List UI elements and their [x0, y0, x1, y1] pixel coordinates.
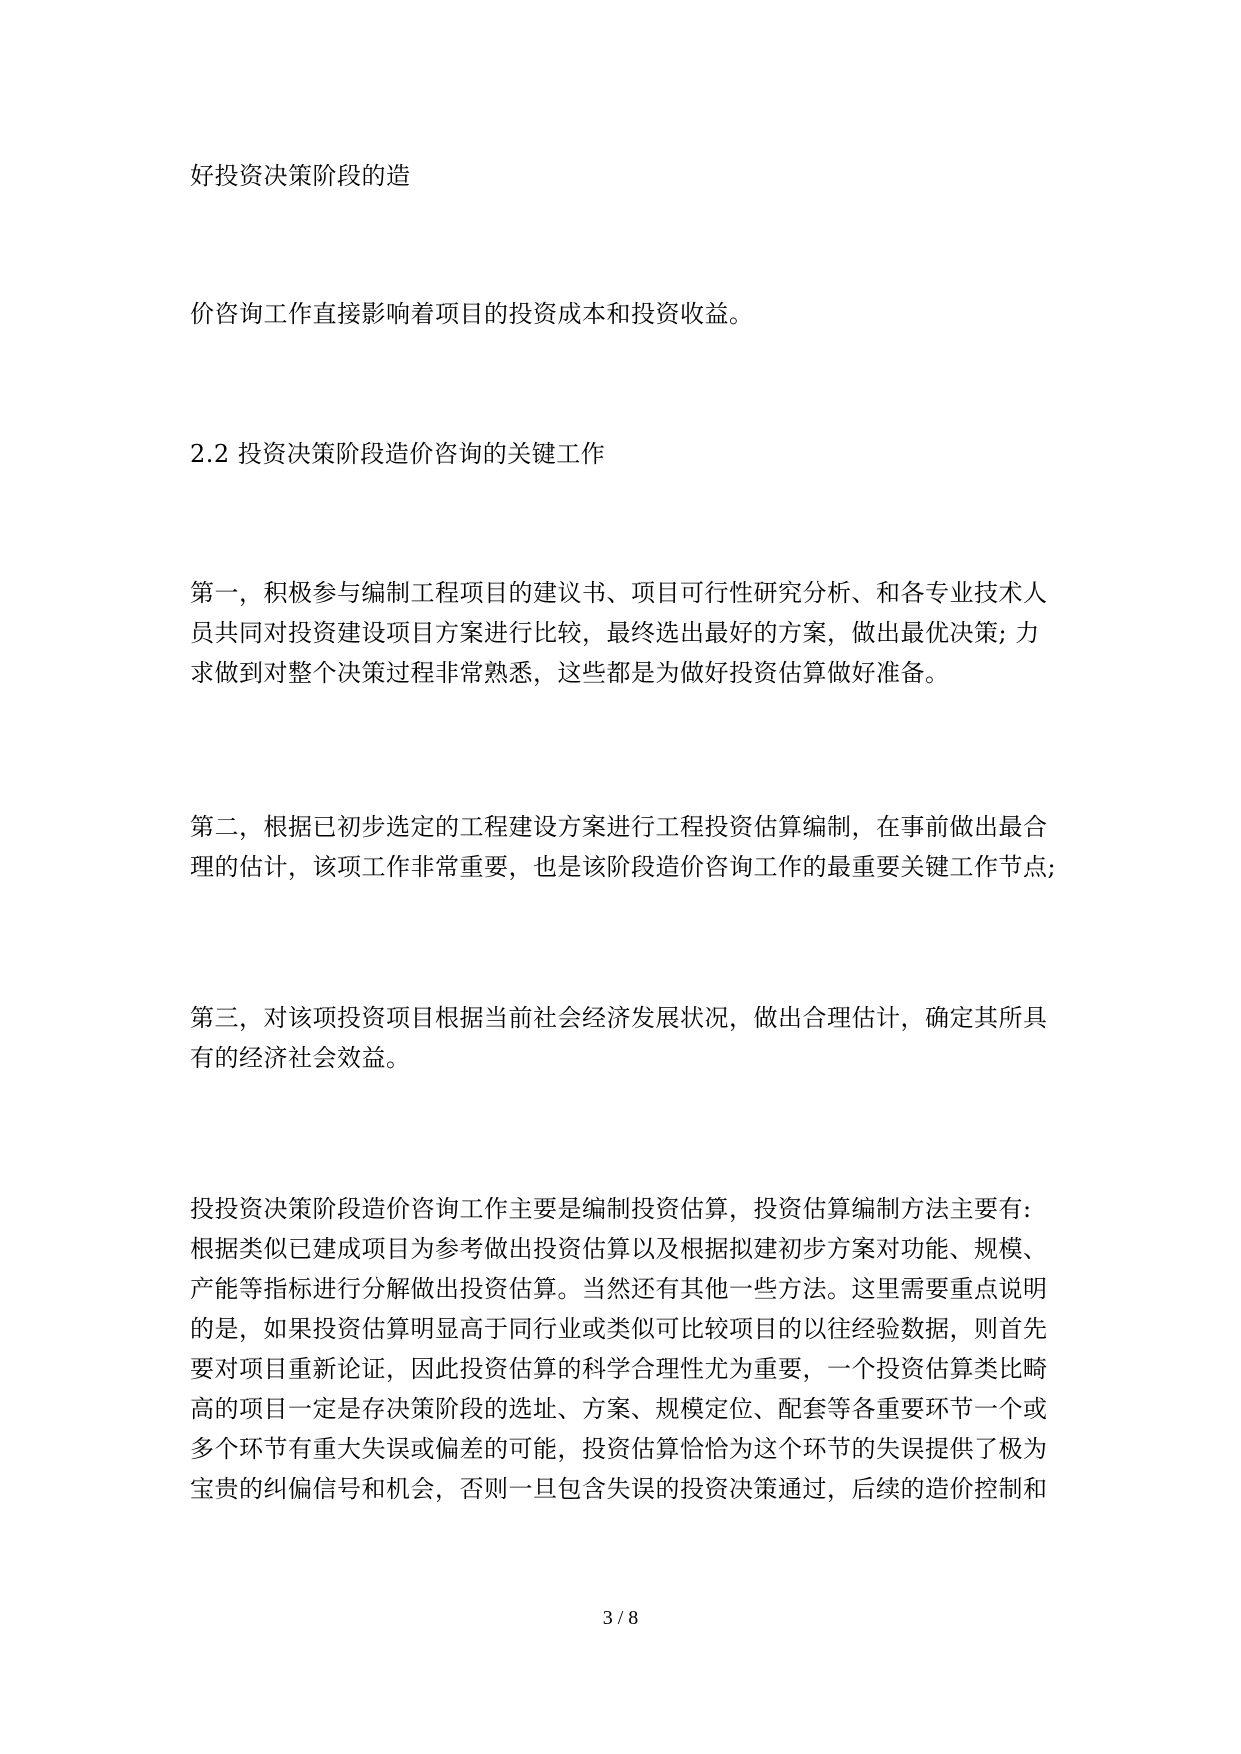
text-line: 有的经济社会效益。 [190, 1044, 411, 1072]
text-line: 员共同对投资建设项目方案进行比较，最终选出最好的方案，做出最优决策; 力 [190, 619, 1040, 647]
text-line: 第二，根据已初步选定的工程建设方案进行工程投资估算编制，在事前做出最合 [190, 813, 1048, 841]
paragraph-third-point [190, 998, 1070, 1078]
page-number: 3 / 8 [602, 1607, 639, 1629]
section-heading [190, 434, 1070, 474]
paragraph-2 [190, 294, 1070, 334]
paragraph-estimation-methods [190, 1189, 1070, 1509]
text-line: 根据类似已建成项目为参考做出投资估算以及根据拟建初步方案对功能、规模、 [190, 1235, 1048, 1263]
text-line: 要对项目重新论证，因此投资估算的科学合理性尤为重要，一个投资估算类比畸 [190, 1355, 1048, 1383]
text-line: 第一，积极参与编制工程项目的建议书、项目可行性研究分析、和各专业技术人 [190, 579, 1048, 607]
paragraph-1 [190, 156, 1070, 196]
paragraph-first-point [190, 573, 1070, 693]
text-line: 宝贵的纠偏信号和机会，否则一旦包含失误的投资决策通过，后续的造价控制和 [190, 1475, 1048, 1503]
text-line: 投投资决策阶段造价咨询工作主要是编制投资估算，投资估算编制方法主要有: [190, 1195, 1032, 1223]
text-line: 好投资决策阶段的造 [190, 162, 411, 190]
text-line: 多个环节有重大失误或偏差的可能，投资估算恰恰为这个环节的失误提供了极为 [190, 1435, 1048, 1463]
text-line: 高的项目一定是存决策阶段的选址、方案、规模定位、配套等各重要环节一个或 [190, 1395, 1048, 1423]
text-line: 价咨询工作直接影响着项目的投资成本和投资收益。 [190, 300, 754, 328]
section-heading-text: 2.2 投资决策阶段造价咨询的关键工作 [190, 440, 606, 468]
text-line: 求做到对整个决策过程非常熟悉，这些都是为做好投资估算做好准备。 [190, 659, 950, 687]
text-line: 产能等指标进行分解做出投资估算。当然还有其他一些方法。这里需要重点说明 [190, 1275, 1048, 1303]
text-line: 第三，对该项投资项目根据当前社会经济发展状况，做出合理估计，确定其所具 [190, 1004, 1048, 1032]
text-line: 理的估计，该项工作非常重要，也是该阶段造价咨询工作的最重要关键工作节点; [190, 853, 1057, 881]
text-line: 的是，如果投资估算明显高于同行业或类似可比较项目的以往经验数据，则首先 [190, 1315, 1048, 1343]
paragraph-second-point [190, 807, 1070, 887]
